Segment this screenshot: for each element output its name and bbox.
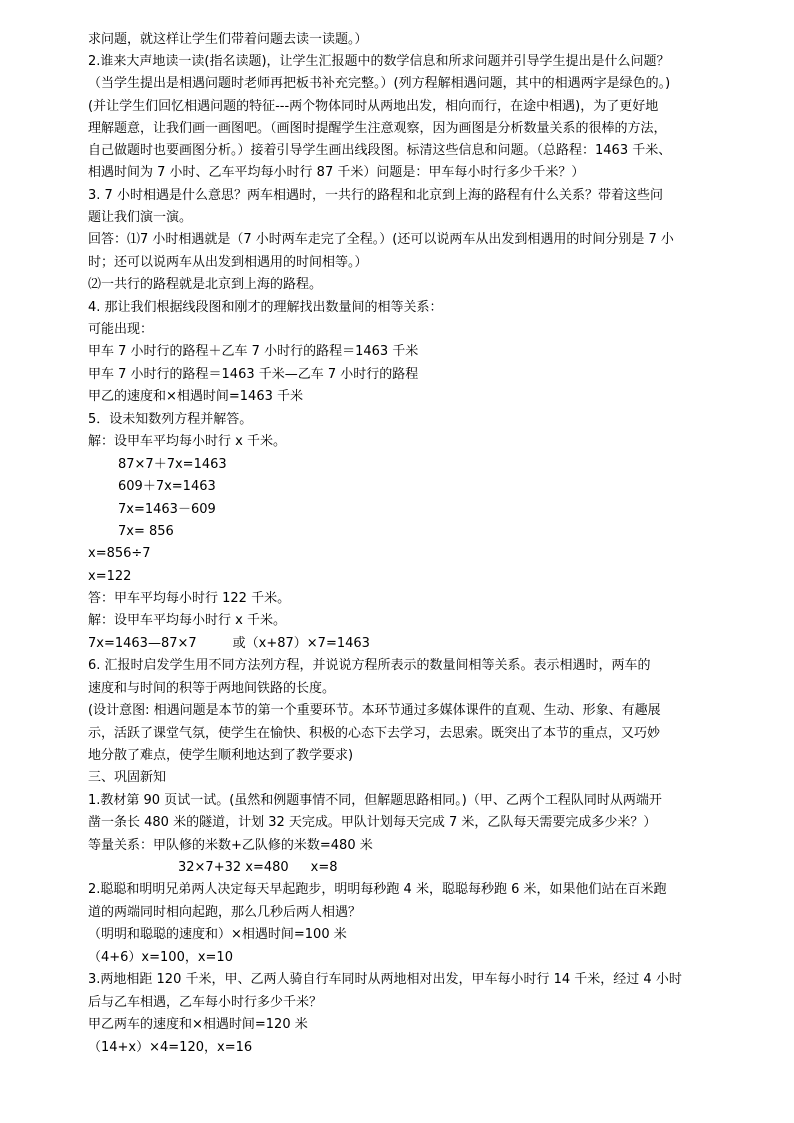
text-line: 求问题，就这样让学生们带着问题去读一读题。） [88, 32, 368, 47]
equation-a: 32×7+32 x=480 [178, 860, 289, 875]
text-line: 解：设甲车平均每小时行 x 千米。 [88, 613, 286, 628]
text-line: 速度和与时间的积等于两地间铁路的长度。 [88, 681, 336, 696]
text-line: 3.两地相距 120 千米，甲、乙两人骑自行车同时从两地相对出发，甲车每小时行 14 千米，经过 4 小时 [88, 972, 682, 987]
equation-line: 87×7＋7x=1463 [118, 457, 227, 472]
design-intent-line: 地分散了难点，使学生顺利地达到了教学要求) [88, 748, 354, 763]
equation-b: x=8 [310, 860, 338, 875]
equation-line: 7x=1463－609 [118, 502, 216, 517]
section-heading: 5．设未知数列方程并解答。 [88, 412, 253, 427]
equation-line: 甲车 7 小时行的路程＝1463 千米—乙车 7 小时行的路程 [88, 367, 419, 382]
text-line: 时；还可以说两车从出发到相遇用的时间相等。） [88, 255, 368, 270]
equation-line: 609＋7x=1463 [118, 479, 216, 494]
equation-b: 或（x+87）×7=1463 [232, 636, 370, 651]
text-line: 题让我们演一演。 [88, 210, 193, 225]
text-line: 理解题意，让我们画一画图吧。（画图时提醒学生注意观察，因为画图是分析数量关系的很棒的方法， [88, 121, 667, 136]
text-line: 凿一条长 480 米的隧道，计划 32 天完成。甲队计划每天完成 7 米，乙队每天需要完成多少米？） [88, 815, 657, 830]
equation-a: 7x=1463—87×7 [88, 636, 197, 651]
text-line: 回答：⑴7 小时相遇就是（7 小时两车走完了全程。）(还可以说两车从出发到相遇用的时间分别是 7 小 [88, 232, 674, 247]
equation-line: 甲乙的速度和×相遇时间=1463 千米 [88, 389, 304, 404]
equation-line: 7x= 856 [118, 524, 174, 539]
answer-line: 答：甲车平均每小时行 122 千米。 [88, 591, 291, 606]
text-line: （当学生提出是相遇问题时老师再把板书补充完整。）(列方程解相遇问题，其中的相遇两字是绿色的。) [88, 76, 671, 91]
text-line: 道的两端同时相向起跑，那么几秒后两人相遇？ [88, 905, 362, 920]
text-line: (并让学生们回忆相遇问题的特征---两个物体同时从两地出发，相向而行，在途中相遇)，为了更好地 [88, 99, 659, 114]
equation-line: （14+x）×4=120，x=16 [88, 1040, 253, 1055]
equation-line: x=122 [88, 569, 132, 584]
equation-line: 甲车 7 小时行的路程＋乙车 7 小时行的路程＝1463 千米 [88, 344, 419, 359]
design-intent-line: (设计意图: 相遇问题是本节的第一个重要环节。本环节通过多媒体课件的直观、生动、形象、有趣展 [88, 703, 661, 718]
equation-line: 甲乙两车的速度和×相遇时间=120 米 [88, 1017, 308, 1032]
text-line: 可能出现： [88, 322, 154, 337]
equation-line [88, 634, 370, 654]
text-line: 2.谁来大声地读一读(指名读题)，让学生汇报题中的数学信息和所求问题并引导学生提出是什么问题？ [88, 54, 670, 69]
section-heading: 4. 那让我们根据线段图和刚才的理解找出数量间的相等关系： [88, 300, 443, 315]
text-line: 2.聪聪和明明兄弟两人决定每天早起跑步，明明每秒跑 4 米，聪聪每秒跑 6 米，如果他们站在百米跑 [88, 882, 667, 897]
text-line: 6. 汇报时启发学生用不同方法列方程，并说说方程所表示的数量间相等关系。表示相遇时，两车的 [88, 658, 651, 673]
section-heading: 三、巩固新知 [88, 770, 167, 785]
equation-line: （明明和聪聪的速度和）×相遇时间=100 米 [88, 927, 347, 942]
text-line: 相遇时间为 7 小时、乙车平均每小时行 87 千米）问题是：甲车每小时行多少千米？） [88, 165, 585, 180]
text-line: ⑵一共行的路程就是北京到上海的路程。 [88, 277, 323, 292]
text-line: 后与乙车相遇，乙车每小时行多少千米？ [88, 995, 323, 1010]
text-line: 1.教材第 90 页试一试。(虽然和例题事情不同，但解题思路相同。)（甲、乙两个工程队同时从两端开 [88, 793, 662, 808]
equation-line: x=856÷7 [88, 546, 151, 561]
equation-line: （4+6）x=100，x=10 [88, 950, 233, 965]
text-line: 自己做题时也要画图分析。）接着引导学生画出线段图。标清这些信息和问题。（总路程：1463 千米、 [88, 143, 672, 158]
text-line: 3. 7 小时相遇是什么意思？两车相遇时，一共行的路程和北京到上海的路程有什么关系？带着这些问 [88, 188, 663, 203]
text-line: 解：设甲车平均每小时行 x 千米。 [88, 434, 286, 449]
design-intent-line: 示，活跃了课堂气氛，使学生在愉快、积极的心态下去学习，去思索。既突出了本节的重点，又巧妙 [88, 726, 661, 741]
equation-line [178, 858, 338, 878]
text-line: 等量关系：甲队修的米数+乙队修的米数=480 米 [88, 838, 373, 853]
